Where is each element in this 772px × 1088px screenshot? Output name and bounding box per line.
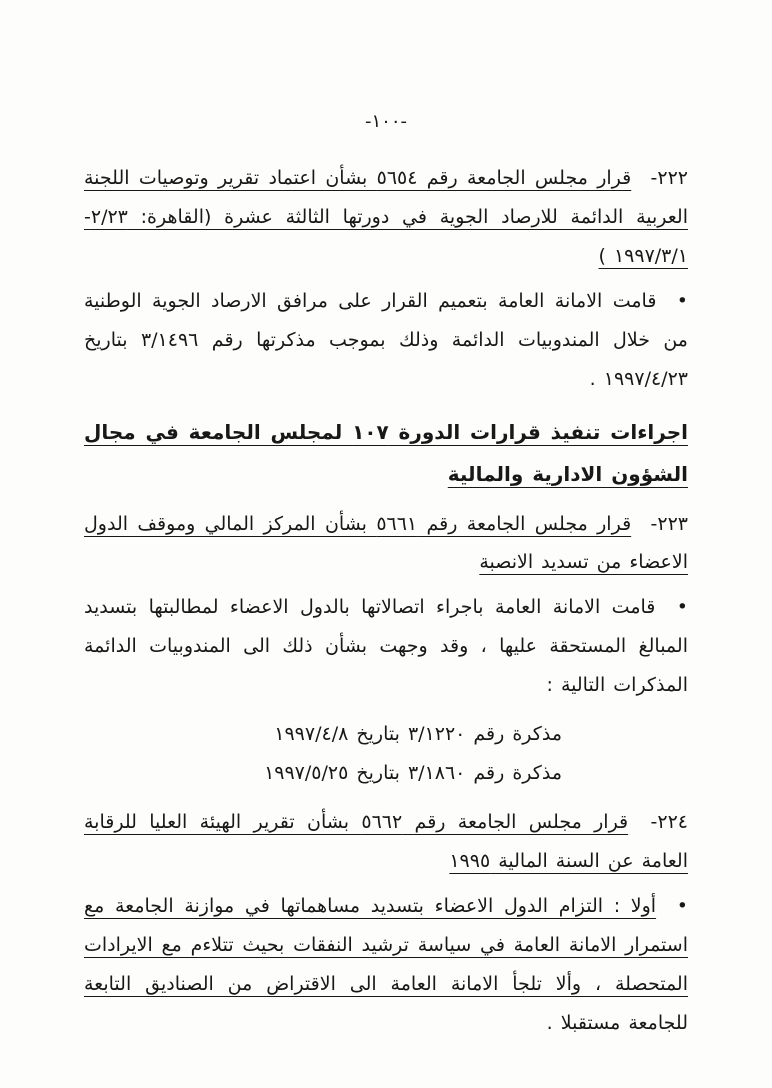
item-223-number: ٢٢٣- xyxy=(650,512,689,535)
bullet-marker: • xyxy=(676,894,688,917)
item-224-bullet-main-text: أولا : التزام الدول الاعضاء بتسديد مساهماتها في موازنة الجامعة مع استمرار الامانة العامة في سياسة ترشيد النفقات بحيث تتلاءم مع الايرادات المتحصلة ، وألا تلجأ الامانة العامة الى الاقتراض من الصناديق التابعة xyxy=(84,894,688,995)
bullet-marker: • xyxy=(676,596,688,619)
item-222-bullet-text: قامت الامانة العامة بتعميم القرار على مرافق الارصاد الجوية الوطنية من خلال المندوبيات الدائمة وذلك بموجب مذكرتها رقم ٣/١٤٩٦ بتاريخ ١٩٩٧/٤/٢٣ . xyxy=(84,289,688,390)
section-heading: اجراءات تنفيذ قرارات الدورة ١٠٧ لمجلس الجامعة في مجال الشؤون الادارية والمالية xyxy=(84,419,688,486)
item-224-bullet xyxy=(84,887,688,1043)
section-item-223 xyxy=(84,505,688,794)
memo-list xyxy=(84,715,688,793)
memo-line: مذكرة رقم ٣/١٢٢٠ بتاريخ ١٩٩٧/٤/٨ xyxy=(274,723,562,746)
item-223 xyxy=(84,505,688,583)
section-item-224 xyxy=(84,803,688,1043)
item-223-bullet-text: قامت الامانة العامة باجراء اتصالاتها بالدول الاعضاء لمطالبتها بتسديد المبالغ المستحقة عليها ، وقد وجهت بشأن ذلك الى المندوبيات الدائمة المذكرات التالية : xyxy=(84,596,688,697)
section-item-222 xyxy=(84,159,688,399)
item-224-number: ٢٢٤- xyxy=(650,811,688,834)
item-224-decision-text: قرار مجلس الجامعة رقم ٥٦٦٢ بشأن تقرير الهيئة العليا للرقابة العامة عن السنة المالية ١٩٩٥ xyxy=(84,811,688,873)
page-number: -١٠٠- xyxy=(364,111,407,132)
item-222 xyxy=(84,159,688,276)
item-223-bullet xyxy=(84,588,688,705)
item-224 xyxy=(84,803,688,881)
item-222-number: ٢٢٢- xyxy=(650,166,689,189)
item-224-bullet-tail-text: للجامعة مستقبلا . xyxy=(546,1011,688,1034)
item-223-decision-text: قرار مجلس الجامعة رقم ٥٦٦١ بشأن المركز المالي وموقف الدول الاعضاء من تسديد الانصبة xyxy=(84,512,688,574)
item-222-bullet xyxy=(84,282,688,399)
memo-line: مذكرة رقم ٣/١٨٦٠ بتاريخ ١٩٩٧/٥/٢٥ xyxy=(264,762,562,785)
bullet-marker: • xyxy=(676,289,688,312)
item-222-decision-text: قرار مجلس الجامعة رقم ٥٦٥٤ بشأن اعتماد تقرير وتوصيات اللجنة العربية الدائمة للارصاد الجوية في دورتها الثالثة عشرة (القاهرة: ٢/٢٣- ١٩٩٧/٣/١ ) xyxy=(84,166,688,267)
